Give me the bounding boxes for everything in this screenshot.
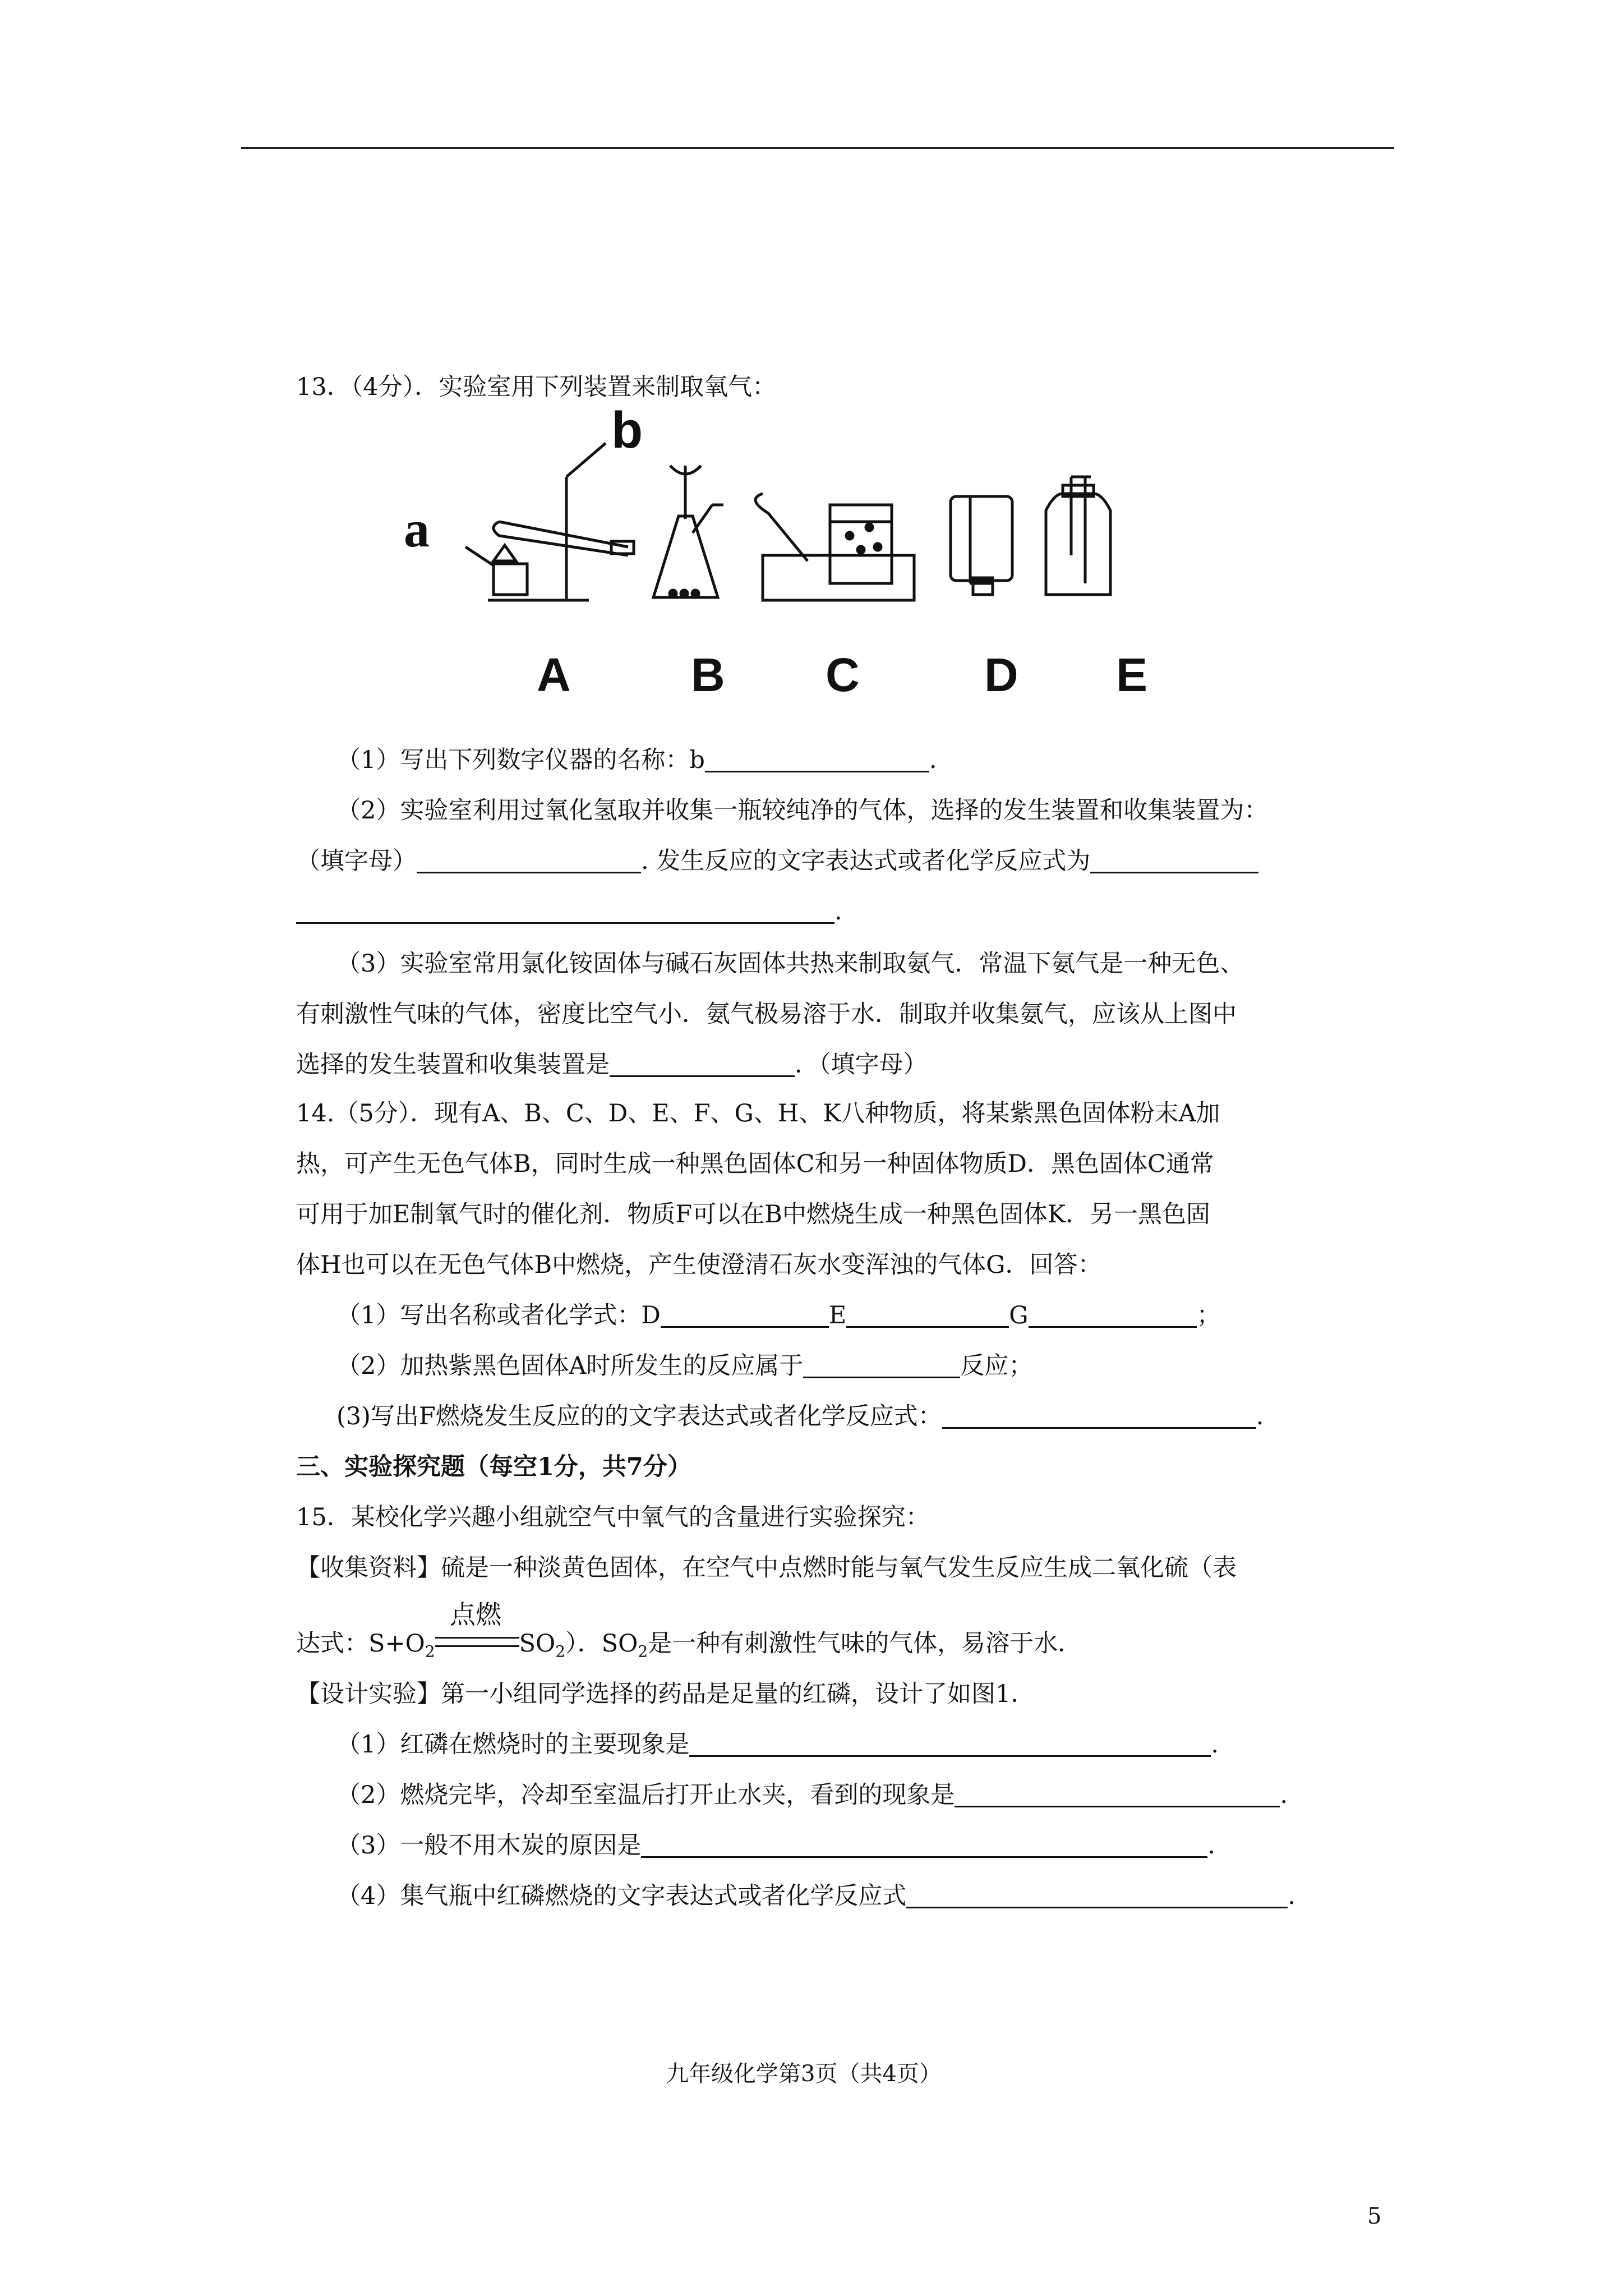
apparatus-a: [465, 443, 634, 600]
answer-blank[interactable]: [661, 1300, 829, 1328]
caption-b: B: [691, 648, 725, 701]
section-title: 三、实验探究题（每空1分，共7分）: [296, 1453, 691, 1481]
answer-blank[interactable]: [296, 896, 834, 924]
q13-part3-line1: （3）实验室常用氯化铵固体与碱石灰固体共热来制取氨气．常温下氨气是一种无色、: [336, 950, 1244, 978]
caption-d: D: [984, 648, 1018, 701]
q14-line2: 热，可产生无色气体B，同时生成一种黑色固体C和另一种固体物质D．黑色固体C通常: [296, 1150, 1214, 1178]
label-a: a: [404, 500, 430, 558]
answer-blank[interactable]: [955, 1780, 1280, 1807]
q13-part2-line1: （2）实验室利用过氧化氢取并收集一瓶较纯净的气体，选择的发生装置和收集装置为：: [336, 797, 1269, 825]
caption-e: E: [1116, 648, 1148, 701]
answer-blank[interactable]: [1090, 846, 1258, 873]
answer-blank[interactable]: [846, 1300, 1009, 1328]
q13-title: 13．（4分）．实验室用下列装置来制取氧气：: [296, 373, 777, 401]
q13-part2-line2: （填字母） . 发生反应的文字表达式或者化学反应式为: [296, 844, 1258, 878]
page-number: 5: [1367, 2203, 1382, 2229]
apparatus-c: [755, 494, 914, 600]
q15-intro: 15．某校化学兴趣小组就空气中氧气的含量进行实验探究：: [296, 1503, 930, 1531]
q15-collect-line1: 【收集资料】硫是一种淡黄色固体，在空气中点燃时能与氧气发生反应生成二氧化硫（表: [296, 1554, 1237, 1582]
label-b: b: [611, 402, 643, 459]
answer-blank[interactable]: [689, 1729, 1211, 1757]
q14-line4: 体H也可以在无色气体B中燃烧，产生使澄清石灰水变浑浊的气体G．回答：: [296, 1251, 1102, 1279]
q15-collect-line2: 达式：$S+O_2$ $SO_2$）．$SO_2$是一种有刺激性气味的气体，易溶于水．: [296, 1630, 1082, 1661]
q14-part3: (3)写出F燃烧发生反应的的文字表达式或者化学反应式： .: [336, 1402, 1264, 1430]
q14-part2: （2）加热紫黑色固体A时所发生的反应属于 反应；: [336, 1352, 1033, 1380]
equals-sign: [435, 1637, 519, 1647]
q15-sub1: （1）红磷在燃烧时的主要现象是 .: [336, 1731, 1219, 1759]
q13-part3-line2: 有刺激性气味的气体，密度比空气小．氨气极易溶于水．制取并收集氨气，应该从上图中: [296, 1000, 1237, 1028]
q14-line3: 可用于加E制氧气时的催化剂．物质F可以在B中燃烧生成一种黑色固体K．另一黑色固: [296, 1200, 1210, 1228]
page-footer: 九年级化学第3页（共4页）: [666, 2061, 942, 2087]
header-rule: [241, 147, 1394, 149]
q15-design-line: 【设计实验】第一小组同学选择的药品是足量的红磷，设计了如图1．: [296, 1680, 1035, 1708]
answer-blank[interactable]: [610, 1050, 795, 1077]
answer-blank[interactable]: [803, 1351, 960, 1378]
answer-blank[interactable]: [641, 1830, 1207, 1858]
caption-c: C: [826, 648, 860, 701]
q13-part1: （1）写出下列数字仪器的名称：b .: [336, 746, 937, 774]
q13-part3-line3: 选择的发生装置和收集装置是 ．（填字母）: [296, 1051, 928, 1079]
apparatus-b: [653, 466, 723, 597]
caption-a: A: [537, 648, 571, 701]
q15-sub2: （2）燃烧完毕，冷却至室温后打开止水夹，看到的现象是 .: [336, 1781, 1288, 1809]
q15-sub3: （3）一般不用木炭的原因是 .: [336, 1832, 1216, 1860]
apparatus-drawing: [404, 415, 1189, 707]
apparatus-d: [951, 496, 1012, 595]
apparatus-e: [1046, 477, 1110, 595]
answer-blank[interactable]: [906, 1881, 1288, 1908]
q14-part1: （1）写出名称或者化学式：D E G ；: [336, 1301, 1221, 1329]
q15-sub4: （4）集气瓶中红磷燃烧的文字表达式或者化学反应式 .: [336, 1882, 1296, 1910]
q13-part2-line3: .: [296, 895, 842, 928]
apparatus-figure: [404, 402, 1189, 707]
answer-blank[interactable]: [705, 745, 929, 772]
answer-blank[interactable]: [1029, 1300, 1197, 1328]
q14-line1: 14.（5分）．现有A、B、C、D、E、F、G、H、K八种物质，将某紫黑色固体粉末A加: [296, 1099, 1220, 1128]
answer-blank[interactable]: [417, 846, 641, 873]
reaction-condition: 点燃: [450, 1599, 501, 1630]
answer-blank[interactable]: [942, 1401, 1256, 1429]
